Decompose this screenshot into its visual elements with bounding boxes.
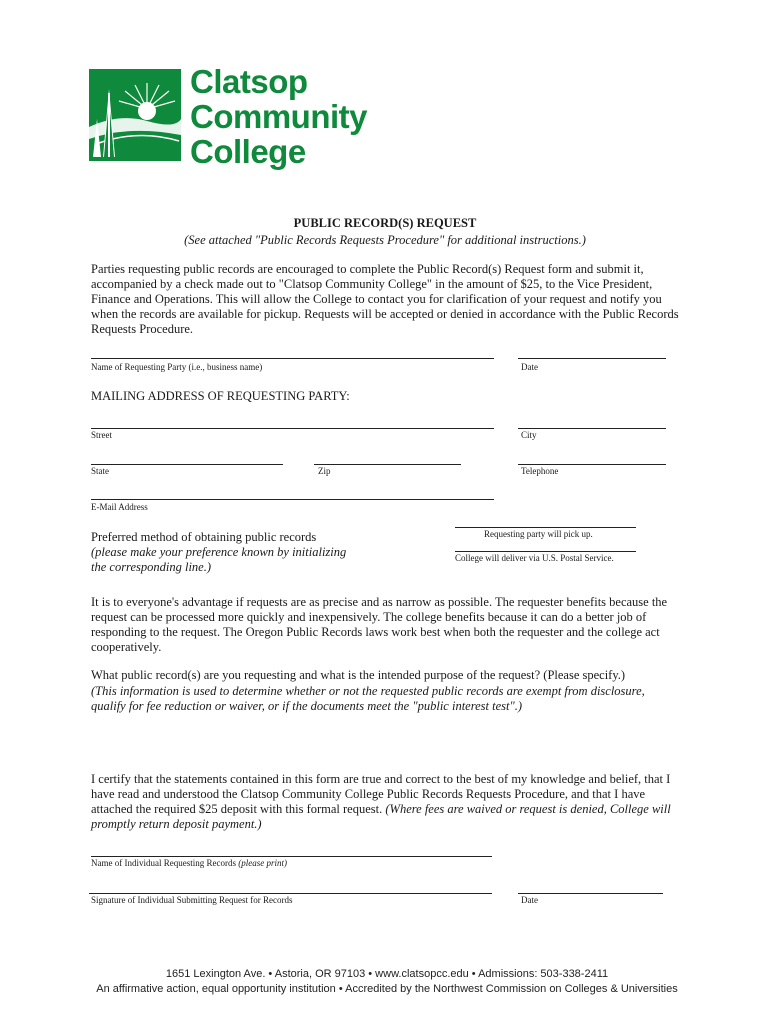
- name-field-label: Name of Requesting Party (i.e., business name): [91, 362, 263, 372]
- city-field-line[interactable]: [518, 428, 666, 429]
- footer-address: 1651 Lexington Ave. • Astoria, OR 97103 • www.clatsopcc.edu • Admissions: 503-338-2411: [165, 968, 609, 980]
- street-field-line[interactable]: [91, 428, 494, 429]
- records-question-note: (This information is used to determine whether or not the requested public records are exempt from disclosure, qualify for fee reduction or waiver, or if the documents meet the "public interest test".): [91, 684, 645, 713]
- certification-note: (Where fees are waived or request is denied, College will promptly return deposit payment.): [91, 802, 671, 831]
- clatsop-landscape-logo-icon: [89, 69, 181, 161]
- intro-paragraph: Parties requesting public records are encouraged to complete the Public Record(s) Request form and submit it, accompanied by a check made out to "Clatsop Community College" in the amount of $25, to the Vice President, Finance and Operations. This will allow the College to contact you for clarification of your request and notify you when the records are available for pickup. Requests will be accepted or denied in accordance with the Public Records Requests Procedure.: [91, 262, 679, 336]
- zip-field-line[interactable]: [314, 464, 461, 465]
- zip-field-label: Zip: [318, 466, 331, 476]
- mailing-address-heading: MAILING ADDRESS OF REQUESTING PARTY:: [91, 389, 350, 403]
- mail-option-label: College will deliver via U.S. Postal Service.: [455, 553, 614, 563]
- preferred-method-note-1: (please make your preference known by initializing: [91, 545, 347, 559]
- date-field-line[interactable]: [518, 358, 666, 359]
- logo-line-3: College: [190, 133, 306, 170]
- signature-date-line[interactable]: [518, 893, 663, 894]
- records-question: What public record(s) are you requesting and what is the intended purpose of the request? (Please specify.): [91, 668, 626, 682]
- state-field-line[interactable]: [91, 464, 283, 465]
- certification-paragraph: [91, 772, 681, 832]
- state-field-label: State: [91, 466, 109, 476]
- signature-date-label: Date: [521, 895, 538, 905]
- form-title: PUBLIC RECORD(S) REQUEST: [293, 216, 477, 230]
- print-name-label-text: Name of Individual Requesting Records: [91, 858, 236, 868]
- email-field-label: E-Mail Address: [91, 502, 148, 512]
- form-subtitle: (See attached "Public Records Requests Procedure" for additional instructions.): [184, 233, 586, 247]
- print-name-line[interactable]: [91, 856, 492, 857]
- print-name-label: [91, 858, 287, 868]
- preferred-method-heading: Preferred method of obtaining public records: [91, 530, 317, 544]
- advantage-paragraph: It is to everyone's advantage if requests are as precise and as narrow as possible. The requester benefits because the request can be processed more quickly and inexpensively. The college benefits because it can do a better job of responding to the request. The Oregon Public Records laws work best when both the requester and the college act cooperatively.: [91, 595, 668, 654]
- date-field-label: Date: [521, 362, 538, 372]
- mail-initial-line[interactable]: [455, 551, 636, 552]
- name-field-line[interactable]: [91, 358, 494, 359]
- email-field-line[interactable]: [91, 499, 494, 500]
- pickup-initial-line[interactable]: [455, 527, 636, 528]
- street-field-label: Street: [91, 430, 112, 440]
- footer-accreditation: An affirmative action, equal opportunity institution • Accredited by the Northwest Commission on Colleges & Universities: [96, 983, 678, 995]
- signature-label: Signature of Individual Submitting Request for Records: [91, 895, 293, 905]
- city-field-label: City: [521, 430, 537, 440]
- logo-line-1: Clatsop: [190, 63, 308, 100]
- signature-line[interactable]: [89, 893, 492, 894]
- certification-text: I certify that the statements contained in this form are true and correct to the best of my knowledge and belief, that I have read and understood the Clatsop Community College Public Records Requests Procedure, and that I have attached the required $25 deposit with this formal request.: [91, 772, 671, 816]
- college-logo-wordmark: [190, 64, 367, 169]
- logo-line-2: Community: [190, 98, 367, 135]
- pickup-option-label: Requesting party will pick up.: [484, 529, 593, 539]
- print-name-label-note: (please print): [238, 858, 287, 868]
- telephone-field-label: Telephone: [521, 466, 559, 476]
- preferred-method-note-2: the corresponding line.): [91, 560, 212, 574]
- telephone-field-line[interactable]: [518, 464, 666, 465]
